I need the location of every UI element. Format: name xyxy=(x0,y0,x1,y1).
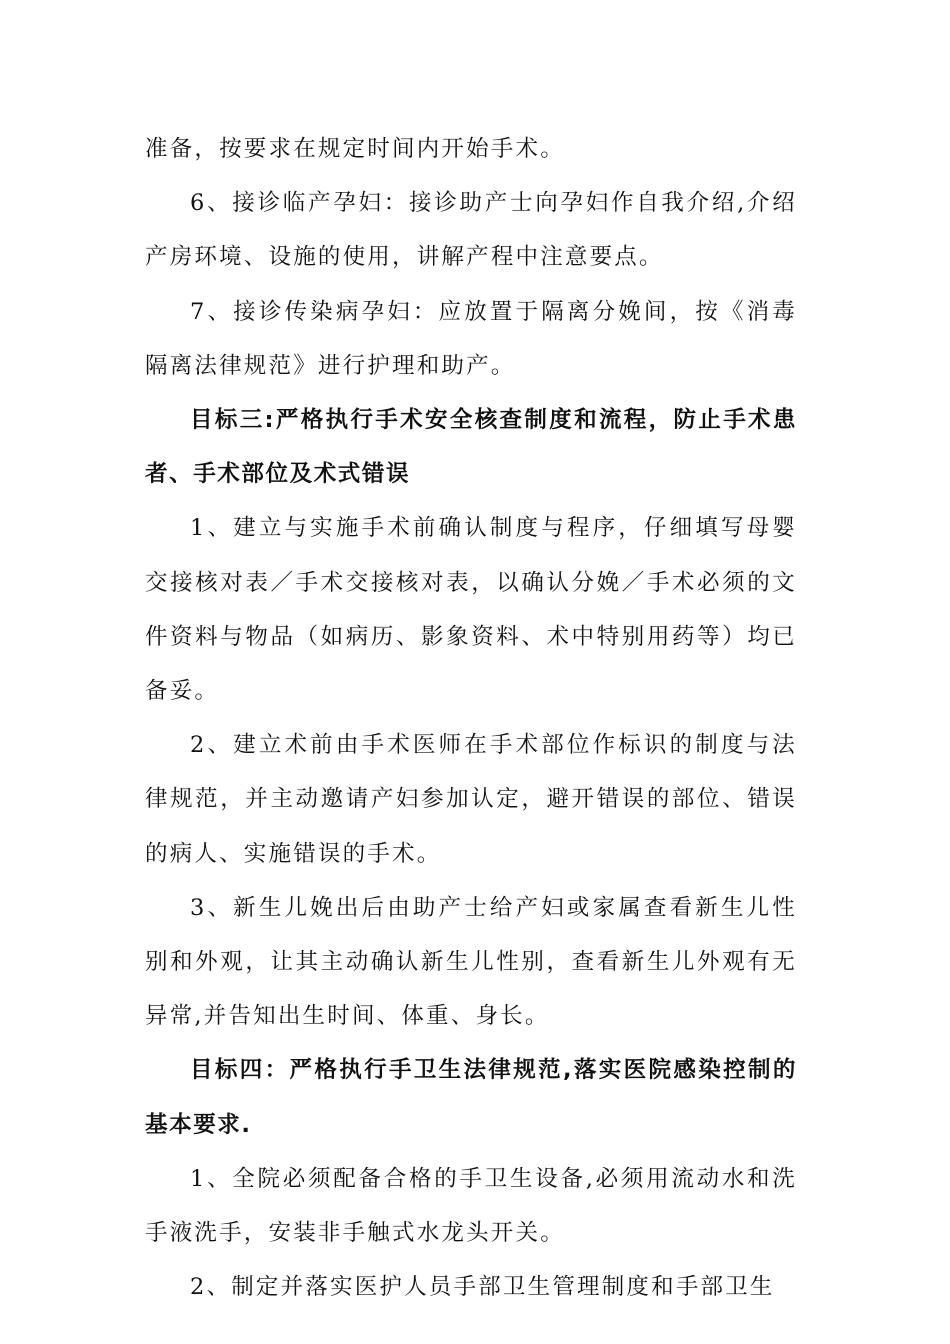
document-body xyxy=(145,122,797,1314)
heading-goal-three: 目标三:严格执行手术安全核查制度和流程，防止手术患者、手术部位及术式错误 xyxy=(145,407,797,488)
paragraph-item-7: 7、接诊传染病孕妇：应放置于隔离分娩间，按《消毒隔离法律规范》进行护理和助产。 xyxy=(145,298,797,379)
paragraph-goal-three-item-2: 2、建立术前由手术医师在手术部位作标识的制度与法律规范，并主动邀请产妇参加认定，避开错误的部位、错误的病人、实施错误的手术。 xyxy=(145,732,797,867)
paragraph-continued: 准备，按要求在规定时间内开始手术。 xyxy=(145,136,565,162)
paragraph-goal-three-item-1: 1、建立与实施手术前确认制度与程序，仔细填写母婴交接核对表／手术交接核对表，以确认分娩／手术必须的文件资料与物品（如病历、影象资料、术中特别用药等）均已备妥。 xyxy=(145,515,797,705)
paragraph-goal-four-item-1: 1、全院必须配备合格的手卫生设备,必须用流动水和洗手液洗手，安装非手触式水龙头开关。 xyxy=(145,1165,797,1247)
paragraph-item-6: 6、接诊临产孕妇：接诊助产士向孕妇作自我介绍,介绍产房环境、设施的使用，讲解产程中注意要点。 xyxy=(145,190,797,271)
heading-goal-four: 目标四：严格执行手卫生法律规范,落实医院感染控制的基本要求. xyxy=(145,1057,797,1138)
paragraph-goal-three-item-3: 3、新生儿娩出后由助产士给产妇或家属查看新生儿性别和外观，让其主动确认新生儿性别，查看新生儿外观有无异常,并告知出生时间、体重、身长。 xyxy=(145,894,797,1030)
paragraph-goal-four-item-2: 2、制定并落实医护人员手部卫生管理制度和手部卫生 xyxy=(190,1274,775,1301)
